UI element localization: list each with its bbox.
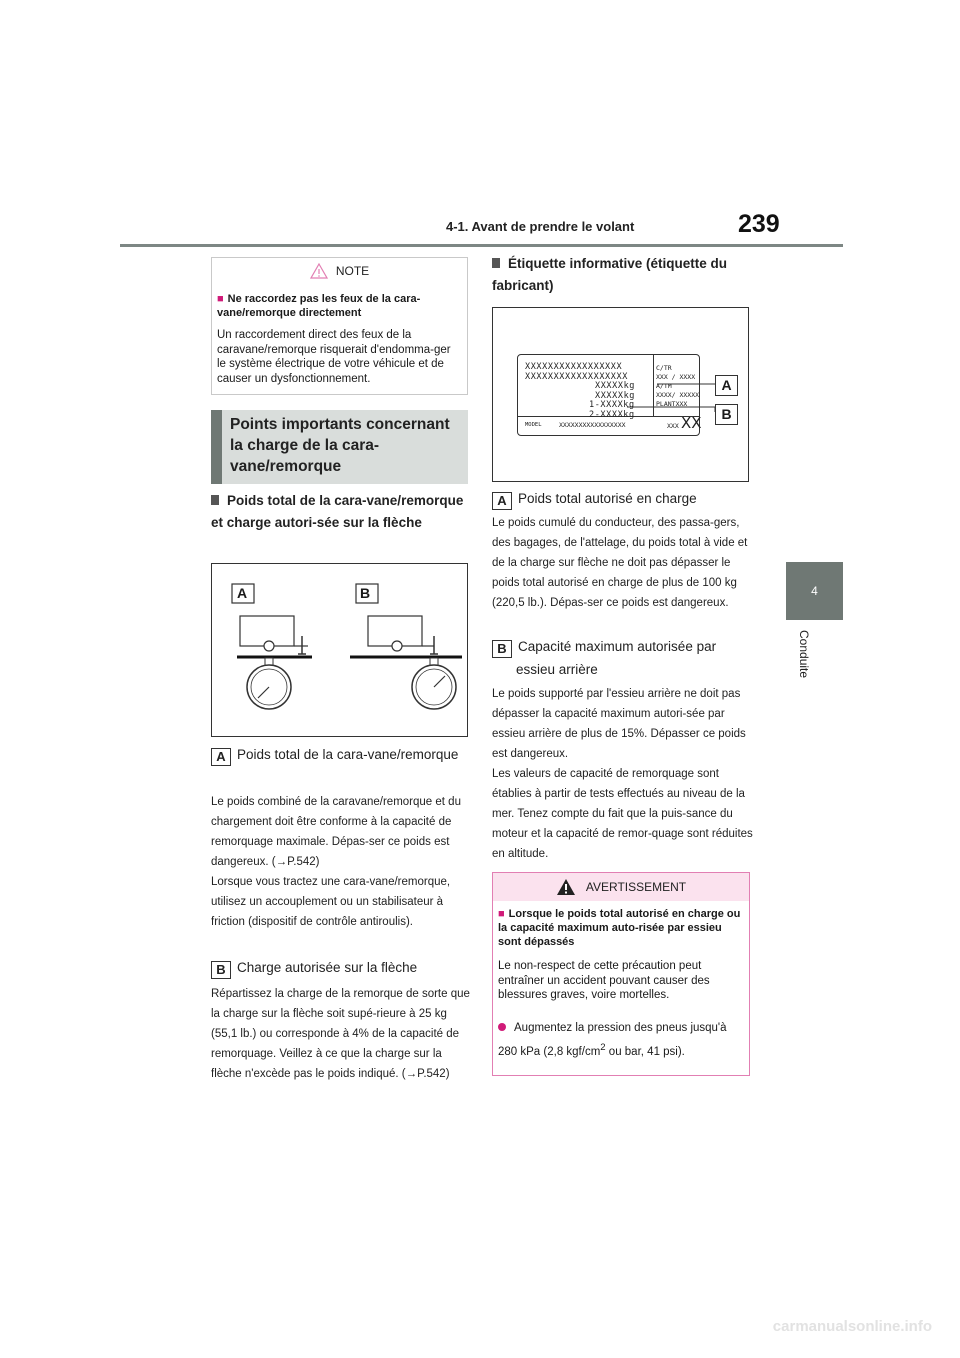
section-heading: Points importants concernant la charge de la cara-vane/remorque <box>211 410 468 484</box>
plate-left-rows: XXXXXXXXXXXXXXXXX XXXXXXXXXXXXXXXXXX XXXXXkg XXXXXkg 1-XXXXkg 2-XXXXkg <box>525 362 636 420</box>
square-bullet-icon: ■ <box>498 908 505 920</box>
note-title: NOTE <box>335 264 370 278</box>
chapter-number: 4 <box>811 584 818 598</box>
paragraph-a-right: Le poids cumulé du conducteur, des passa-gers, des bagages, de l'attelage, du poids total à vide et de la charge sur flèche ne doit pas dépasser le poids total autorisé en charge de plus de 100 kg (220,5 lb.). Dépas-ser ce poids est dangereux. <box>492 517 748 609</box>
warning-triangle-icon <box>556 878 576 896</box>
chapter-tab <box>786 562 843 620</box>
section-title: 4-1. Avant de prendre le volant <box>446 219 635 234</box>
chapter-label: Conduite <box>797 630 811 679</box>
warning-bullet: Augmentez la pression des pneus jusqu'à 280 kPa (2,8 kgf/$cm^2$ ou bar, 41 psi). <box>498 1022 727 1058</box>
header-divider <box>120 244 843 247</box>
plate-model-value: XXXXXXXXXXXXXXXXX <box>559 421 626 429</box>
plate-model-code-large: XX <box>681 414 702 432</box>
manufacturer-label-figure <box>492 307 749 482</box>
callout-lines <box>493 308 750 483</box>
label-a-right: A Poids total autorisé en charge <box>492 488 754 510</box>
figure-label-b: B <box>360 585 371 601</box>
warning-header <box>493 873 749 901</box>
square-bullet-icon: ■ <box>217 293 224 305</box>
trailer-weight-figure <box>211 563 468 737</box>
note-item-title: ■ Ne raccordez pas les feux de la cara-vane/remorque directement <box>217 293 421 319</box>
note-header <box>212 258 467 284</box>
plate-right-rows: C/TR XXX / XXXX A/TM XXXX/ XXXXX PLANTXXX <box>656 364 700 408</box>
label-b-right-line2: essieu arrière <box>516 662 598 677</box>
letter-badge-a: A <box>211 748 231 766</box>
paragraph-a1-left: Le poids combiné de la caravane/remorque et du chargement doit être conforme à la capacité de remorquage maximale. Dépas-ser ce poids est dangereux. (→P.542) <box>211 796 461 868</box>
paragraph-a2-left: Lorsque vous tractez une cara-vane/remorque, utilisez un accouplement ou un stabilisateur à friction (dispositif de contrôle antiroulis). <box>211 876 451 928</box>
square-bullet-icon <box>492 258 500 268</box>
plate-label-b: B <box>715 404 738 425</box>
letter-badge-a: A <box>492 492 512 510</box>
caution-triangle-icon <box>310 263 328 279</box>
label-b-left: B Charge autorisée sur la flèche <box>211 957 471 979</box>
round-bullet-icon <box>498 1023 506 1031</box>
subhead-left: Poids total de la cara-vane/remorque et charge autori-sée sur la flèche <box>211 493 464 530</box>
label-a-left: A Poids total de la cara-vane/remorque <box>211 744 471 766</box>
label-b-right: B Capacité maximum autorisée par <box>492 636 754 658</box>
warning-title: AVERTISSEMENT <box>585 880 687 894</box>
square-bullet-icon <box>211 495 219 505</box>
letter-badge-b: B <box>211 961 231 979</box>
paragraph-b-left: Répartissez la charge de la remorque de sorte que la charge sur la flèche soit supé-rieure à 25 kg (55,1 lb.) ou corresponde à 4% de la capacité de remorquage. Veillez à ce que la charge sur la flèche n'excède pas le poids indiqué. (→P.542) <box>211 988 470 1080</box>
trailer-scale-illustration <box>212 564 469 738</box>
paragraph-b1-right: Le poids supporté par l'essieu arrière ne doit pas dépasser la capacité maximum autori-sée par essieu arrière de plus de 15%. Dépasser ce poids est dangereux. <box>492 688 746 760</box>
warning-body: Le non-respect de cette précaution peut entraîner un accident pouvant causer des blessures graves, voire mortelles. <box>498 960 710 1001</box>
plate-label-a: A <box>715 375 738 396</box>
plate-model-code-small: XXX <box>667 422 679 430</box>
footer-watermark: carmanualsonline.info <box>772 1318 932 1335</box>
subhead-right: Étiquette informative (étiquette du fabricant) <box>492 256 728 293</box>
warning-box <box>492 872 750 1076</box>
note-body: Un raccordement direct des feux de la caravane/remorque risquerait d'endomma-ger le système électrique de votre véhicule et de causer un dysfonctionnement. <box>217 329 451 385</box>
page-number: 239 <box>738 210 780 238</box>
note-box <box>211 257 468 395</box>
warning-item-title: ■ Lorsque le poids total autorisé en charge ou la capacité maximum auto-risée par essieu sont dépassés <box>498 908 741 948</box>
letter-badge-b: B <box>492 640 512 658</box>
figure-label-a: A <box>237 585 248 601</box>
plate-model-label: MODEL <box>525 422 542 428</box>
paragraph-b2-right: Les valeurs de capacité de remorquage sont établies à partir de tests effectués au niveau de la mer. Tenez compte du fait que la puis-sance du moteur et la capacité de remor-quage sont réduites en altitude. <box>492 768 753 860</box>
